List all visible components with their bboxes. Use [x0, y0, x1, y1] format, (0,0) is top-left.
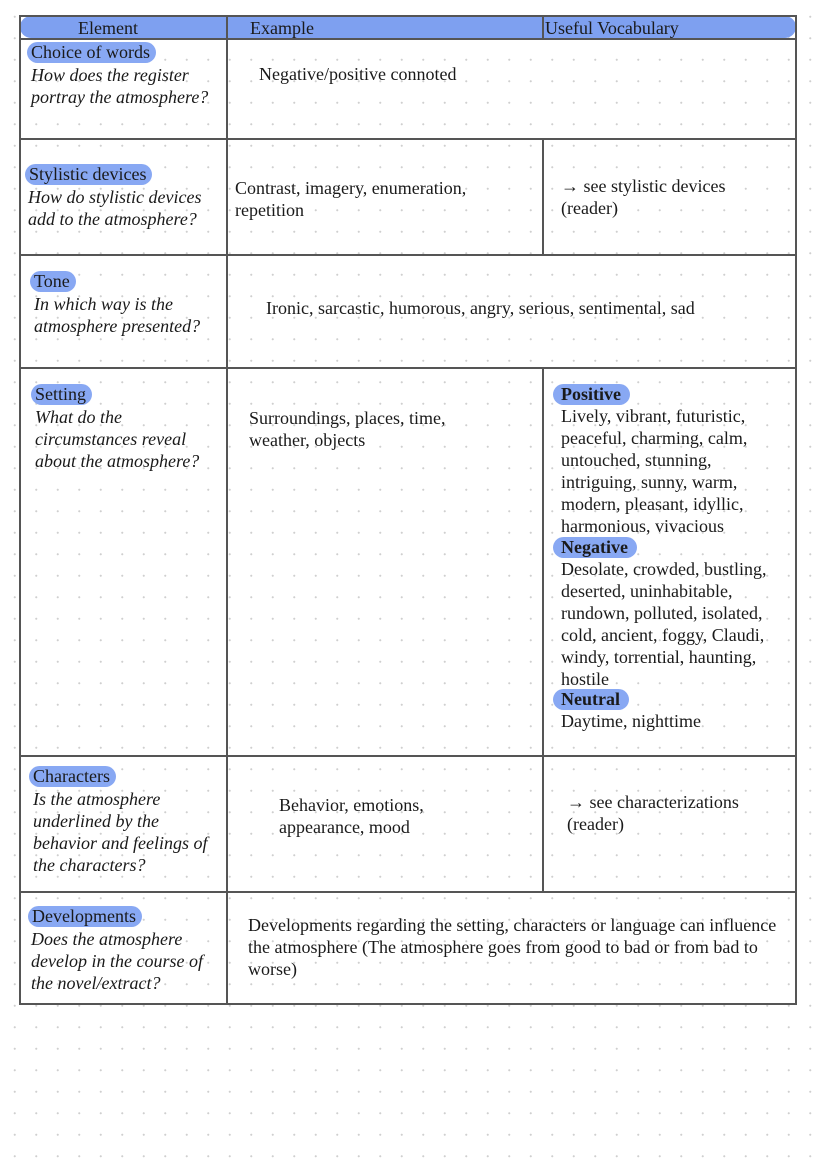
question-stylistic-devices: How do stylistic devices add to the atmosphere?	[28, 187, 202, 229]
table-border-bottom	[19, 1003, 797, 1005]
example-developments: Developments regarding the setting, characters or language can influence the atmosphere (The atmosphere goes from good to bad or from bad to worse)	[248, 915, 777, 979]
example-characters: Behavior, emotions, appearance, mood	[279, 795, 424, 837]
question-tone: In which way is the atmosphere presented?	[34, 294, 201, 336]
header-vocabulary: Useful Vocabulary	[545, 18, 679, 38]
question-characters: Is the atmosphere underlined by the behavior and feelings of the characters?	[33, 789, 208, 875]
question-developments: Does the atmosphere develop in the course of the novel/extract?	[31, 929, 203, 993]
vocab-label-negative: Negative	[553, 537, 637, 558]
vocab-characters: → see characterizations (reader)	[567, 792, 739, 834]
vocab-words-neutral: Daytime, nighttime	[561, 711, 701, 731]
column-divider	[542, 367, 544, 893]
header-example: Example	[250, 18, 314, 38]
header-element: Element	[78, 18, 138, 38]
table-border-left	[19, 15, 21, 1005]
tag-developments: Developments	[28, 906, 142, 927]
row-divider	[19, 367, 797, 369]
question-choice-of-words: How does the register portray the atmosphere?	[31, 65, 209, 107]
column-divider	[226, 15, 228, 1005]
example-stylistic-devices: Contrast, imagery, enumeration, repetition	[235, 178, 467, 220]
column-divider	[542, 15, 544, 39]
tag-characters: Characters	[29, 766, 116, 787]
example-setting: Surroundings, places, time, weather, objects	[249, 408, 446, 450]
table-border-right	[795, 15, 797, 1005]
vocab-stylistic-devices: → see stylistic devices (reader)	[561, 176, 726, 218]
tag-choice-of-words: Choice of words	[27, 42, 156, 63]
tag-tone: Tone	[30, 271, 76, 292]
vocab-label-positive: Positive	[553, 384, 630, 405]
row-divider	[19, 254, 797, 256]
row-divider	[19, 755, 797, 757]
row-divider	[19, 138, 797, 140]
example-tone: Ironic, sarcastic, humorous, angry, serious, sentimental, sad	[266, 298, 695, 318]
example-choice-of-words: Negative/positive connoted	[259, 64, 457, 84]
tag-stylistic-devices: Stylistic devices	[25, 164, 152, 185]
vocab-label-neutral: Neutral	[553, 689, 629, 710]
question-setting: What do the circumstances reveal about the atmosphere?	[35, 407, 200, 471]
row-divider	[19, 891, 797, 893]
vocab-words-negative: Desolate, crowded, bustling, deserted, uninhabitable, rundown, polluted, isolated, cold, ancient, foggy, Claudi, windy, torrential, haunting, hostile	[561, 559, 767, 689]
vocab-words-positive: Lively, vibrant, futuristic, peaceful, charming, calm, untouched, stunning, intriguing, sunny, warm, modern, pleasant, idyllic, harmonious, vivacious	[561, 406, 748, 536]
column-divider	[542, 138, 544, 256]
tag-setting: Setting	[31, 384, 92, 405]
